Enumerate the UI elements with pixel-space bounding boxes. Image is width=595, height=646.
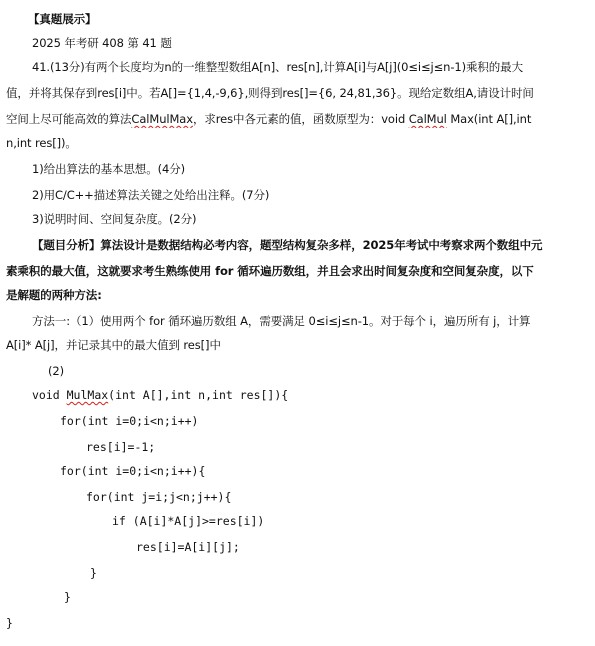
code-sig-void: void [32, 388, 67, 402]
sub-question-1: 1)给出算法的基本思想。(4分) [32, 162, 185, 176]
question-line-1: 41.(13分)有两个长度均为n的一维整型数组A[n]、res[n],计算A[i]与A[j](0≤i≤j≤n-1)乘积的最大 [32, 60, 523, 74]
method-1-line-2: A[i]* A[j]，并记录其中的最大值到 res[]中 [6, 338, 221, 352]
question-line-3-part-e: Max(int A[],int [446, 112, 532, 126]
code-function-signature [32, 386, 288, 404]
code-line-8: } [64, 590, 71, 604]
code-line-1: for(int i=0;i<n;i++) [60, 414, 199, 428]
sub-question-2: 2)用C/C++描述算法关键之处给出注释。(7分) [32, 188, 270, 202]
question-line-3 [6, 110, 591, 128]
question-line-2: 值，并将其保存到res[i]中。若A[]={1,4,-9,6},则得到res[]={6, 24,81,36}。现给定数组A,请设计时间 [6, 86, 534, 100]
analysis-line-3: 是解题的两种方法: [6, 288, 102, 302]
method-1-line-1: 方法一:（1）使用两个 for 循环遍历数组 A，需要满足 0≤i≤j≤n-1。对于每个 i，遍历所有 j，计算 [32, 314, 531, 328]
question-source: 2025 年考研 408 第 41 题 [32, 36, 172, 50]
method-1-step-2: (2) [48, 364, 64, 378]
question-line-3-part-a: 空间上尽可能高效的算法 [6, 112, 132, 126]
question-line-3-part-c: ，求res中各元素的值，函数原型为：void [192, 112, 409, 126]
question-line-4: n,int res[])。 [6, 136, 77, 150]
analysis-line-2: 素乘积的最大值，这就要求考生熟练使用 for 循环遍历数组，并且会求出时间复杂度和空间复杂度，以下 [6, 264, 534, 278]
code-line-4: for(int j=i;j<n;j++){ [86, 490, 232, 504]
code-line-6: res[i]=A[i][j]; [136, 540, 240, 554]
sub-question-3: 3)说明时间、空间复杂度。(2分) [32, 212, 197, 226]
code-line-7: } [90, 566, 97, 580]
function-name-calmulmax: CalMulMax [131, 112, 193, 126]
code-line-3: for(int i=0;i<n;i++){ [60, 464, 206, 478]
code-line-5: if (A[i]*A[j]>=res[i]) [112, 514, 265, 528]
code-sig-params: (int A[],int n,int res[]){ [108, 388, 289, 402]
section-heading: 【真题展示】 [28, 12, 97, 26]
code-line-9: } [6, 616, 13, 630]
analysis-line-1: 【题目分析】算法设计是数据结构必考内容，题型结构复杂多样，2025年考试中考察求两个数组中元 [32, 238, 543, 252]
function-name-calmul: CalMul [408, 112, 447, 126]
code-function-name: MulMax [66, 388, 109, 402]
code-line-2: res[i]=-1; [86, 440, 156, 454]
